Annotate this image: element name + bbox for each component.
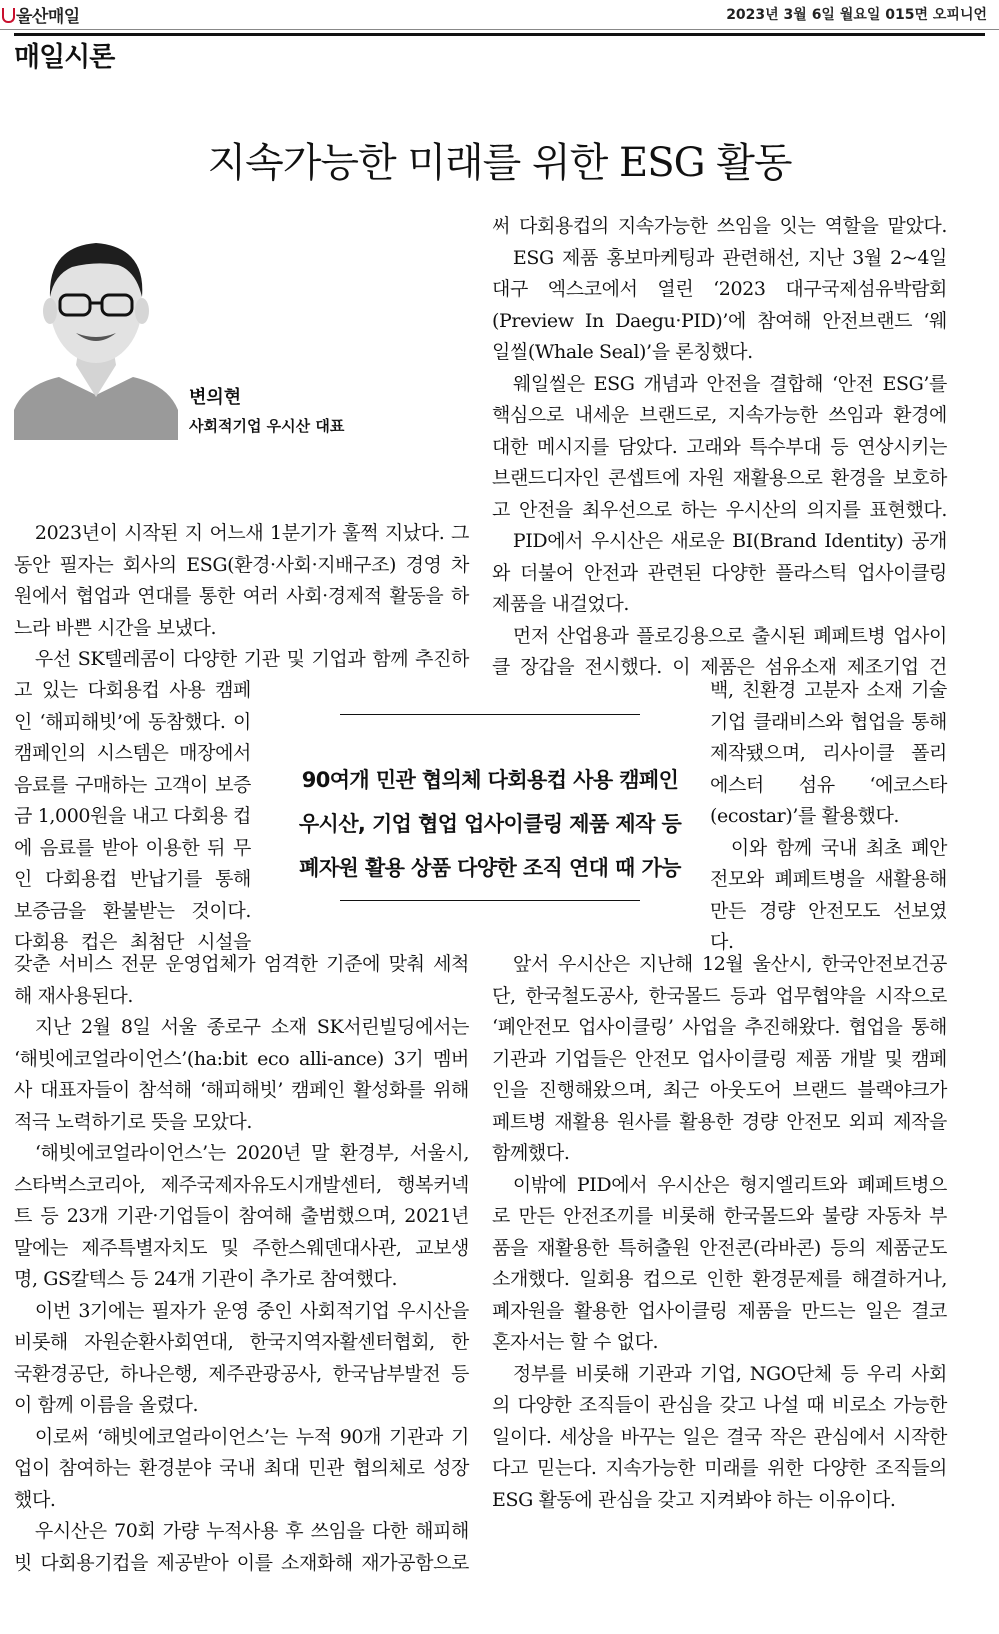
body-text-line: 2023년이 시작된 지 어느새 1분기가 훌쩍 지났다. 그: [34, 522, 469, 544]
body-text-line: 브랜드디자인 콘셉트에 자원 재활용으로 환경을 보호하: [492, 467, 947, 489]
right-column-bottom: [492, 949, 947, 1516]
body-text-line: 써 다회용컵의 지속가능한 쓰임을 잇는 역할을 맡았다.: [492, 215, 947, 237]
author-photo: [14, 225, 178, 440]
body-text-line: PID에서 우시산은 새로운 BI(Brand Identity) 공개: [512, 530, 947, 552]
body-text-line: 캠페인의 시스템은 매장에서: [14, 742, 251, 764]
body-text-line: 우선 SK텔레콤이 다양한 기관 및 기업과 함께 추진하: [34, 648, 469, 670]
pull-quote-top-rule: [340, 714, 640, 715]
body-text-line: 우시산은 70회 가량 누적사용 후 쓰임을 다한 해피해: [34, 1520, 469, 1542]
body-text-line: 음료를 구매하는 고객이 보증: [14, 773, 251, 796]
body-text-line: 백, 친환경 고분자 소재 기술: [710, 679, 947, 701]
body-text-line: 트 등 23개 기관·기업들이 참여해 출범했으며, 2021년: [14, 1205, 469, 1227]
body-text-line: 일이다. 세상을 바꾸는 일은 결국 작은 관심에서 시작한: [492, 1425, 947, 1448]
body-text-line: 와 더불어 안전과 관련된 다양한 플라스틱 업사이클링: [492, 561, 947, 584]
pull-quote-text: [280, 758, 700, 890]
body-text-line: 폐자원을 활용한 업사이클링 제품을 만드는 일은 결코: [492, 1299, 947, 1322]
body-text-line: 기업 클래비스와 협업을 통해: [710, 710, 947, 733]
body-text-line: 먼저 산업용과 플로깅용으로 출시된 폐페트병 업사이: [512, 624, 947, 647]
body-text-line: (ecostar)’를 활용했다.: [710, 805, 900, 827]
body-text-line: 다회용 컵은 최첨단 시설을: [14, 931, 251, 953]
body-text-line: 단, 한국철도공사, 한국몰드 등과 업무협약을 시작으로: [492, 984, 947, 1007]
body-text-line: ‘폐안전모 업사이클링’ 사업을 추진해왔다. 협업을 통해: [492, 1016, 947, 1038]
body-text-line: 제작됐으며, 리사이클 폴리: [710, 742, 947, 764]
body-text-line: 해 재사용된다.: [14, 984, 134, 1007]
body-text-line: 인 ‘해피해빗’에 동참했다. 이: [14, 710, 251, 733]
body-text-line: 이번 3기에는 필자가 운영 중인 사회적기업 우시산을: [34, 1299, 469, 1322]
author-byline: [189, 383, 344, 436]
header-divider: [0, 29, 999, 30]
body-text-line: 소개했다. 일회용 컵으로 인한 환경문제를 해결하거나,: [492, 1268, 947, 1290]
right-column-narrow: [710, 675, 947, 959]
body-text-line: 동안 필자는 회사의 ESG(환경·사회·지배구조) 경영 차: [14, 553, 469, 576]
left-column-bottom: [14, 949, 469, 1579]
body-text-line: 대한 메시지를 담았다. 고래와 특수부대 등 연상시키는: [492, 435, 947, 458]
body-text-line: 혼자서는 할 수 없다.: [492, 1331, 659, 1353]
body-text-line: 이로써 ‘해빗에코얼라이언스’는 누적 90개 기관과 기: [34, 1425, 469, 1448]
body-text-line: ESG 활동에 관심을 갖고 지켜봐야 하는 이유이다.: [492, 1488, 896, 1511]
article-headline: 지속가능한 미래를 위한 ESG 활동: [207, 139, 792, 186]
body-text-line: 금 1,000원을 내고 다회용 컵: [14, 805, 251, 827]
body-text-line: 함께했다.: [492, 1142, 570, 1164]
body-text-line: 했다.: [14, 1488, 56, 1511]
body-text-line: 고 안전을 최우선으로 하는 우시산의 의지를 표현했다.: [492, 498, 947, 521]
right-column-top: [492, 211, 947, 684]
body-text-line: 말에는 제주특별자치도 및 주한스웨덴대사관, 교보생: [14, 1236, 469, 1259]
body-text-line: 앞서 우시산은 지난해 12월 울산시, 한국안전보건공: [512, 953, 947, 975]
body-text-line: 인 다회용컵 반납기를 통해: [14, 868, 251, 890]
left-column-narrow: [14, 675, 251, 959]
masthead: [0, 0, 999, 30]
body-text-line: 고 있는 다회용컵 사용 캠페: [14, 679, 251, 701]
body-text-line: 국환경공단, 하나은행, 제주관광공사, 한국남부발전 등: [14, 1362, 469, 1385]
body-text-line: 제품을 내걸었다.: [492, 593, 629, 615]
body-text-line: 다고 믿는다. 지속가능한 미래를 위한 다양한 조직들의: [492, 1457, 947, 1479]
body-text-line: 에 음료를 받아 이용한 뒤 무: [14, 836, 251, 859]
body-text-line: 적극 노력하기로 뜻을 모았다.: [14, 1110, 253, 1133]
body-text-line: ‘해빗에코얼라이언스’(ha:bit eco alli-ance) 3기 멤버: [14, 1047, 469, 1070]
body-text-line: ‘해빗에코얼라이언스’는 2020년 말 환경부, 서울시,: [34, 1142, 469, 1164]
body-text-line: 품을 재활용한 특허출원 안전콘(라바콘) 등의 제품군도: [492, 1236, 947, 1259]
body-text-line: 일씰(Whale Seal)’을 론칭했다.: [492, 341, 753, 363]
body-text-line: 전모와 폐페트병을 새활용해: [710, 868, 947, 890]
body-text-line: 빗 다회용기컵을 제공받아 이를 소재화해 재가공함으로: [14, 1551, 469, 1574]
body-text-line: 다.: [710, 931, 734, 953]
issue-info: 2023년 3월 6일 월요일 015면 오피니언: [726, 7, 987, 23]
body-text-line: 갖춘 서비스 전문 운영업체가 엄격한 기준에 맞춰 세척: [14, 953, 469, 975]
body-text-line: 에스터 섬유 ‘에코스타: [710, 773, 947, 796]
logo-u-icon: [2, 8, 15, 23]
author-name: 변의현: [189, 387, 242, 408]
body-text-line: 스타벅스코리아, 제주국제자유도시개발센터, 행복커넥: [14, 1173, 469, 1196]
body-text-line: 느라 바쁜 시간을 보냈다.: [14, 616, 217, 639]
body-text-line: 보증금을 환불받는 것이다.: [14, 899, 251, 922]
body-text-line: 비롯해 자원순환사회연대, 한국지역자활센터협회, 한: [14, 1331, 469, 1353]
pull-quote-line: 90여개 민관 협의체 다회용컵 사용 캠페인: [301, 768, 679, 792]
body-text-line: 만든 경량 안전모도 선보였: [710, 899, 947, 922]
body-text-line: 의 다양한 조직들이 관심을 갖고 나설 때 비로소 가능한: [492, 1394, 947, 1416]
body-text-line: 페트병 재활용 원사를 활용한 경량 안전모 외피 제작을: [492, 1110, 947, 1133]
body-text-line: 명, GS칼텍스 등 24개 기관이 추가로 참여했다.: [14, 1268, 398, 1290]
body-text-line: 업이 참여하는 환경분야 국내 최대 민관 협의체로 성장: [14, 1457, 469, 1479]
body-text-line: 웨일씰은 ESG 개념과 안전을 결합해 ‘안전 ESG’를: [512, 372, 947, 395]
author-title: 사회적기업 우시산 대표: [189, 417, 345, 435]
newspaper-logo: 울산매일: [2, 2, 80, 27]
pull-quote-line: 우시산, 기업 협업 업사이클링 제품 제작 등: [298, 812, 682, 836]
body-text-line: 핵심으로 내세운 브랜드로, 지속가능한 쓰임과 환경에: [492, 404, 947, 426]
body-text-line: 원에서 협업과 연대를 통한 여러 사회·경제적 활동을 하: [14, 585, 469, 607]
section-title: 매일시론: [14, 42, 115, 73]
pull-quote-bottom-rule: [340, 900, 640, 901]
body-text-line: 지난 2월 8일 서울 종로구 소재 SK서린빌딩에서는: [34, 1016, 469, 1038]
body-text-line: 로 만든 안전조끼를 비롯해 한국몰드와 불량 자동차 부: [492, 1205, 947, 1227]
body-text-line: 정부를 비롯해 기관과 기업, NGO단체 등 우리 사회: [512, 1362, 947, 1385]
body-text-line: 인을 진행해왔으며, 최근 아웃도어 브랜드 블랙야크가: [492, 1079, 947, 1101]
body-text-line: 대구 엑스코에서 열린 ‘2023 대구국제섬유박람회: [492, 278, 947, 300]
body-text-line: 사 대표자들이 참석해 ‘해피해빗’ 캠페인 활성화를 위해: [14, 1079, 469, 1101]
body-text-line: 이 함께 이름을 올렸다.: [14, 1394, 199, 1416]
section-rule: [14, 33, 985, 36]
body-text-line: 이와 함께 국내 최초 폐안: [730, 836, 947, 859]
body-text-line: 이밖에 PID에서 우시산은 형지엘리트와 폐페트병으: [512, 1173, 947, 1196]
left-column-top: [14, 518, 469, 676]
pull-quote-line: 폐자원 활용 상품 다양한 조직 연대 때 가능: [299, 856, 681, 880]
body-text-line: (Preview In Daegu·PID)’에 참여해 안전브랜드 ‘웨: [492, 309, 947, 332]
body-text-line: ESG 제품 홍보마케팅과 관련해선, 지난 3월 2~4일: [512, 246, 947, 269]
body-text-line: 클 장갑을 전시했다. 이 제품은 섬유소재 제조기업 건: [492, 656, 947, 678]
body-text-line: 기관과 기업들은 안전모 업사이클링 제품 개발 및 캠페: [492, 1047, 947, 1070]
